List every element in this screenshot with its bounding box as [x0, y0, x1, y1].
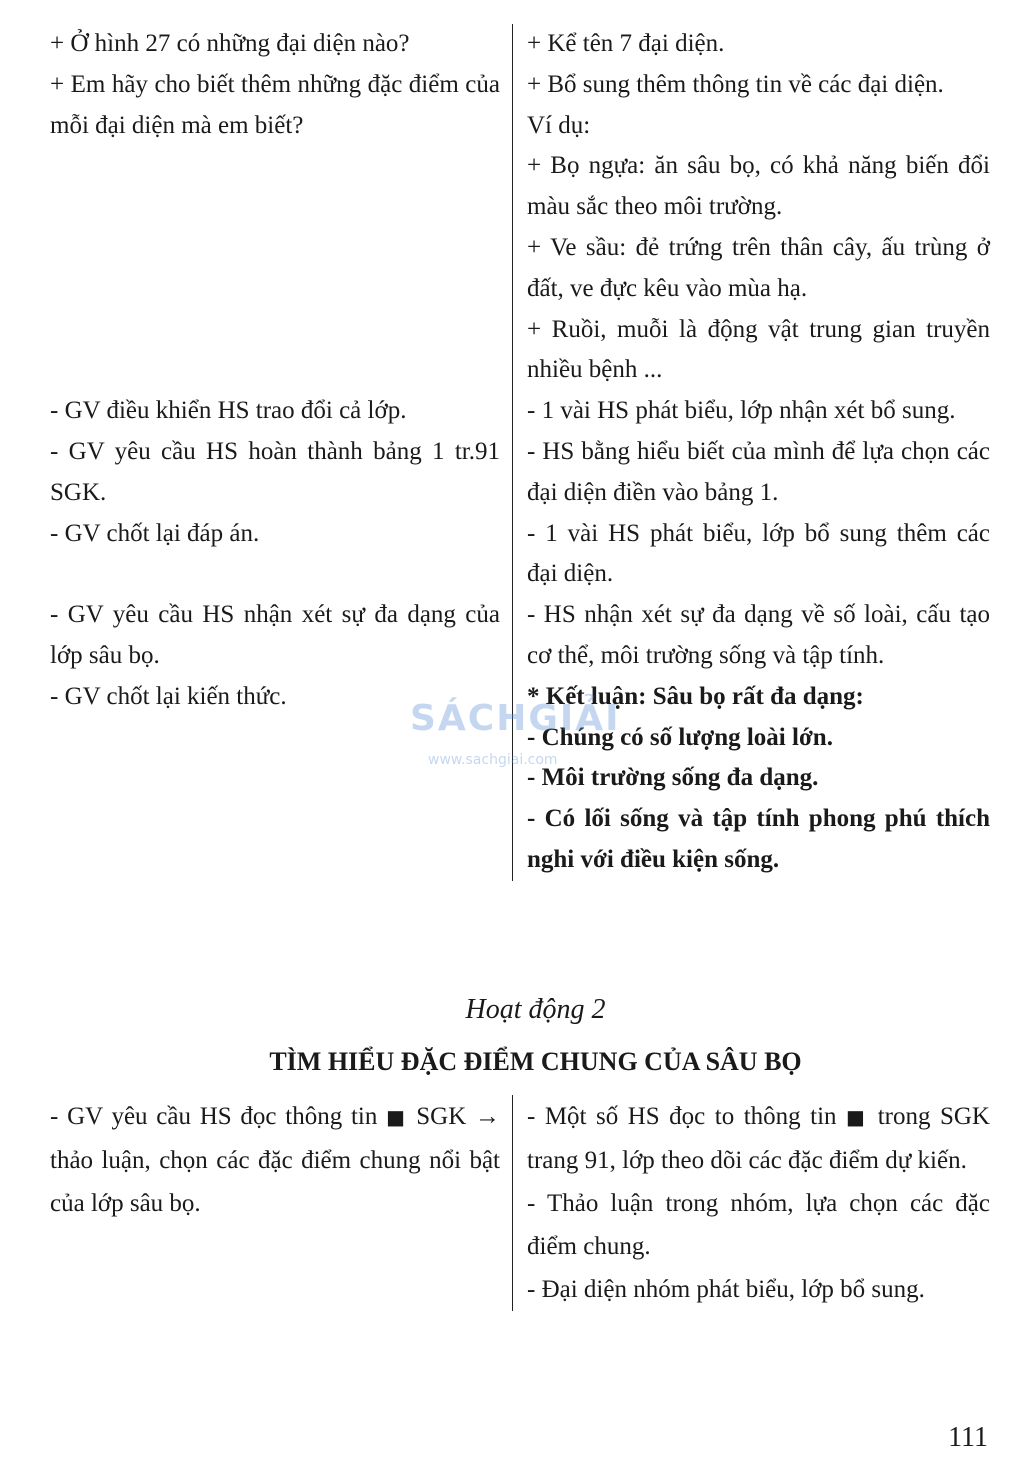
student-activity-cell	[512, 1095, 990, 1311]
student-answer: - Đại diện nhóm phát biểu, lớp bổ sung.	[527, 1276, 925, 1303]
student-answer: - Thảo luận trong nhóm, lựa chọn các đặc điểm chung.	[527, 1190, 990, 1260]
teacher-instruction	[50, 1095, 500, 1225]
activity-2-table	[50, 1095, 990, 1311]
table-row	[50, 595, 990, 881]
student-activity-cell	[512, 391, 990, 432]
student-answer	[527, 1095, 990, 1182]
example-item: + Bọ ngựa: ăn sâu bọ, có khả năng biến đổi màu sắc theo môi trường.	[527, 152, 990, 221]
instruction-text: SGK → thảo luận, chọn các đặc điểm chung nổi bật của lớp sâu bọ.	[50, 1103, 501, 1217]
teacher-question: + Ở hình 27 có những đại diện nào?	[50, 30, 410, 57]
teacher-instruction: - GV điều khiển HS trao đổi cả lớp.	[50, 397, 407, 425]
teacher-instruction: - GV yêu cầu HS nhận xét sự đa dạng của lớp sâu bọ.	[50, 601, 500, 669]
watermark-text: SÁCHGIẢI	[410, 698, 621, 739]
activity-1-table	[50, 24, 990, 881]
teacher-instruction: - GV chốt lại kiến thức.	[50, 682, 287, 710]
example-item: + Ve sầu: đẻ trứng trên thân cây, ấu trùng ở đất, ve đực kêu vào mùa hạ.	[527, 233, 990, 302]
student-activity-cell	[512, 24, 990, 391]
student-answer: - 1 vài HS phát biểu, lớp nhận xét bổ sung.	[527, 397, 956, 425]
student-answer: + Bổ sung thêm thông tin về các đại diện.	[527, 70, 944, 98]
conclusion-item: - Chúng có số lượng loài lớn.	[527, 723, 833, 751]
conclusion-heading: * Kết luận: Sâu bọ rất đa dạng:	[527, 682, 864, 710]
activity-label: Hoạt động 2	[465, 994, 606, 1025]
teacher-activity-cell	[50, 1095, 512, 1311]
example-item: + Ruồi, muỗi là động vật trung gian truyền nhiều bệnh ...	[527, 315, 990, 384]
teacher-activity-cell	[50, 432, 512, 595]
teacher-activity-cell	[50, 595, 512, 881]
table-row	[50, 24, 990, 391]
student-activity-cell	[512, 595, 990, 881]
teacher-instruction: - GV yêu cầu HS hoàn thành bảng 1 tr.91 SGK.	[50, 437, 500, 506]
table-row	[50, 391, 990, 432]
student-answer: - HS nhận xét sự đa dạng về số loài, cấu tạo cơ thể, môi trường sống và tập tính.	[527, 601, 990, 669]
example-label: Ví dụ:	[527, 111, 591, 139]
table-row	[50, 1095, 990, 1311]
page-number: 111	[948, 1422, 988, 1453]
teacher-activity-cell	[50, 391, 512, 432]
conclusion-item: - Có lối sống và tập tính phong phú thích nghi với điều kiện sống.	[527, 805, 990, 873]
answer-text: - Một số HS đọc to thông tin	[527, 1103, 837, 1130]
teacher-instruction: - GV chốt lại đáp án.	[50, 519, 260, 547]
watermark-url: www.sachgiai.com	[428, 752, 558, 768]
student-answer: - 1 vài HS phát biểu, lớp bổ sung thêm các đại diện.	[527, 519, 990, 588]
teacher-activity-cell	[50, 24, 512, 391]
column-divider	[512, 1095, 513, 1311]
table-row	[50, 432, 990, 595]
section-title: TÌM HIỂU ĐẶC ĐIỂM CHUNG CỦA SÂU BỌ	[269, 1047, 802, 1076]
instruction-text: - GV yêu cầu HS đọc thông tin	[50, 1103, 378, 1130]
info-square-icon: ■	[846, 1105, 869, 1129]
student-activity-cell	[512, 432, 990, 595]
answer-text: trong SGK trang 91, lớp theo dõi các đặc điểm dự kiến.	[527, 1103, 990, 1174]
info-square-icon: ■	[386, 1105, 408, 1129]
student-answer: + Kể tên 7 đại diện.	[527, 30, 725, 57]
conclusion-item: - Môi trường sống đa dạng.	[527, 764, 819, 792]
student-answer: - HS bằng hiểu biết của mình để lựa chọn các đại diện điền vào bảng 1.	[527, 437, 990, 506]
column-divider	[512, 24, 513, 881]
teacher-question: + Em hãy cho biết thêm những đặc điểm của mỗi đại diện mà em biết?	[50, 70, 500, 139]
